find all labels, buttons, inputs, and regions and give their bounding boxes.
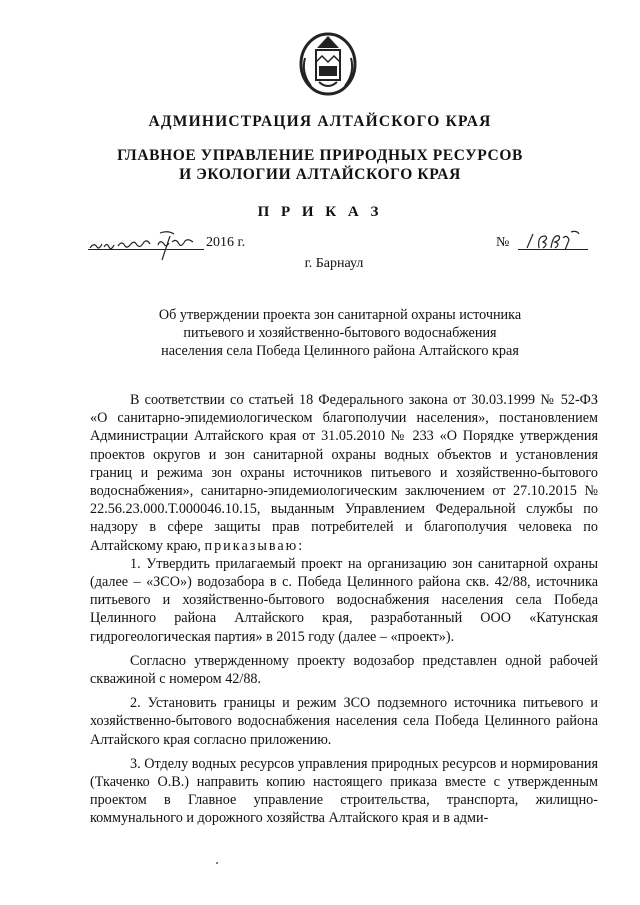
- org-subtitle-line2: И ЭКОЛОГИИ АЛТАЙСКОГО КРАЯ: [179, 166, 461, 183]
- paragraph-item1-note: Согласно утвержденному проекту водозабор представлен одной рабочей скважиной с номером 42/88.: [90, 652, 598, 688]
- scan-speck: [216, 862, 218, 864]
- coat-of-arms-icon: [297, 28, 359, 96]
- paragraph-item2: 2. Установить границы и режим ЗСО подземного источника питьевого и хозяйственно-бытового водоснабжения населения села Победа Целинного района Алтайского края согласно приложению.: [90, 695, 598, 748]
- subject-line3: населения села Победа Целинного района Алтайского края: [161, 343, 519, 359]
- document-type: П Р И К А З: [257, 204, 383, 220]
- subject-line2: питьевого и хозяйственно-бытового водоснабжения: [183, 325, 497, 341]
- paragraph-item1: 1. Утвердить прилагаемый проект на организацию зон санитарной охраны (далее – «ЗСО») водозабора в с. Победа Целинного района скв. 42/88, источника питьевого и хозяйственно-бытового водоснабжения населения села Победа Целинного района Алтайского края, разработанный ООО «Катунская гидрогеологическая партия» в 2015 году (далее – «проект»).: [90, 555, 598, 645]
- number-label: №: [496, 235, 510, 250]
- org-subtitle-line1: ГЛАВНОЕ УПРАВЛЕНИЕ ПРИРОДНЫХ РЕСУРСОВ: [117, 147, 523, 164]
- document-subject: [120, 306, 560, 360]
- org-title: АДМИНИСТРАЦИЯ АЛТАЙСКОГО КРАЯ: [148, 113, 492, 130]
- city: г. Барнаул: [304, 256, 364, 271]
- date-underline: [88, 249, 204, 250]
- subject-line1: Об утверждении проекта зон санитарной охраны источника: [158, 307, 522, 323]
- intro-text: В соответствии со статьей 18 Федерального закона от 30.03.1999 № 52-ФЗ «О санитарно-эпидемиологическом благополучии населения», постановлением Администрации Алтайского края от 31.05.2010 № 233 «О Порядке утверждения проектов округов и зон санитарной охраны водных объектов и установления границ и режима зон охраны источников питьевого и хозяйственно-бытового водоснабжения», санитарно-эпидемиологическим заключением от 27.10.2015 № 22.56.23.000.Т.000046.10.15, выданным Управлением Федеральной службы по надзору в сфере защиты прав потребителей и благополучия человека по Алтайскому краю,: [90, 392, 598, 554]
- org-subtitle: [0, 146, 640, 184]
- document-body: [90, 391, 598, 828]
- order-word: приказываю:: [204, 537, 305, 554]
- paragraph-intro: [90, 391, 598, 555]
- number-underline: [518, 249, 588, 250]
- date-year: 2016 г.: [206, 235, 246, 250]
- city-line: [0, 256, 640, 272]
- paragraph-item3: 3. Отделу водных ресурсов управления природных ресурсов и нормирования (Ткаченко О.В.) направить копию настоящего приказа вместе с утвержденным проектом в Главное управление строительства, транспорта, жилищно-коммунального и дорожного хозяйства Алтайского края и в адми-: [90, 755, 598, 827]
- handwritten-number: [521, 228, 581, 254]
